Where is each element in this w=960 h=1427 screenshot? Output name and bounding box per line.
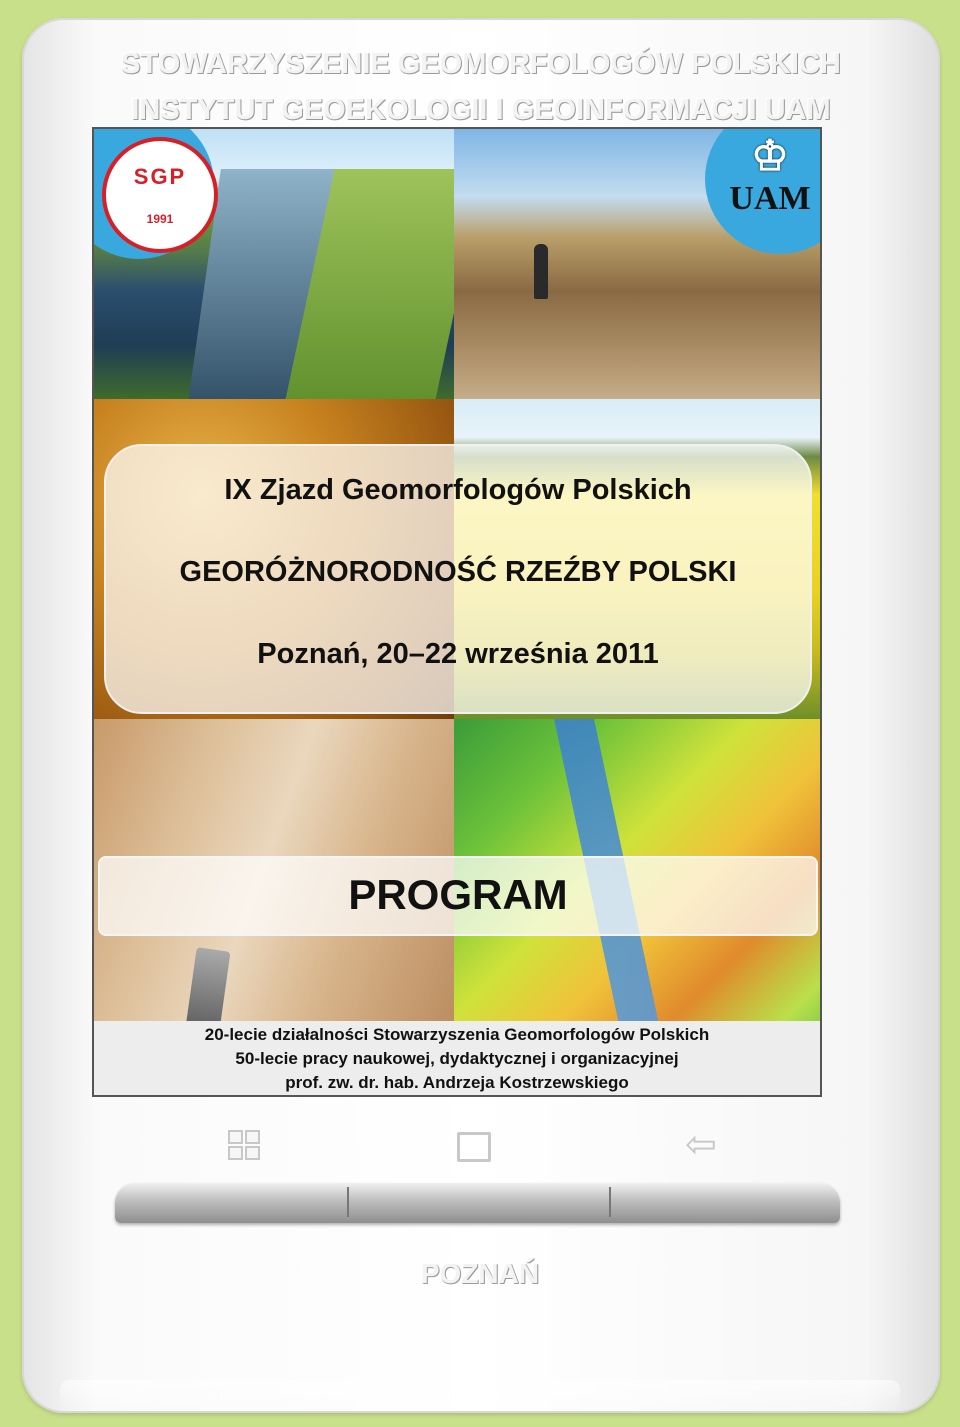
grid-icon[interactable] [228, 1130, 260, 1160]
uam-logo-text: UAM [729, 180, 811, 217]
bar-divider-right [609, 1187, 611, 1217]
footer-line-3: prof. zw. dr. hab. Andrzeja Kostrzewskiego [285, 1073, 629, 1092]
eagle-icon: ♔ [751, 134, 789, 180]
page-turn-bar[interactable] [115, 1183, 840, 1223]
sgp-logo-corner [92, 127, 214, 259]
title-panel [104, 444, 812, 714]
back-arrow-icon[interactable]: ⇦ [685, 1124, 717, 1166]
sgp-logo-text: SGP [133, 164, 187, 189]
sgp-logo-year: 1991 [146, 212, 174, 226]
program-panel [98, 856, 818, 936]
cover-screen [92, 127, 822, 1097]
footer-line-1: 20-lecie działalności Stowarzyszenia Geomorfologów Polskich [204, 1025, 710, 1044]
uam-logo [725, 134, 815, 218]
bar-divider-left [347, 1187, 349, 1217]
program-label: PROGRAM [348, 871, 568, 918]
sgp-logo [102, 137, 218, 253]
footer-line-2: 50-lecie pracy naukowej, dydaktycznej i organizacyjnej [235, 1049, 679, 1068]
org-line-1: STOWARZYSZENIE GEOMORFOLOGÓW POLSKICH [121, 48, 841, 80]
footer-panel [94, 1021, 820, 1095]
device-reflection [60, 1380, 900, 1410]
home-icon[interactable] [457, 1132, 491, 1162]
org-line-2: INSTYTUT GEOEKOLOGII I GEOINFORMACJI UAM [131, 94, 831, 126]
event-title: IX Zjazd Geomorfologów Polskich [224, 474, 692, 506]
event-date-place: Poznań, 20–22 września 2011 [257, 638, 659, 670]
event-theme: GEORÓŻNORODNOŚĆ RZEŹBY POLSKI [179, 556, 737, 588]
device-brand: POZNAŃ [420, 1258, 540, 1289]
person-figure [534, 244, 548, 299]
